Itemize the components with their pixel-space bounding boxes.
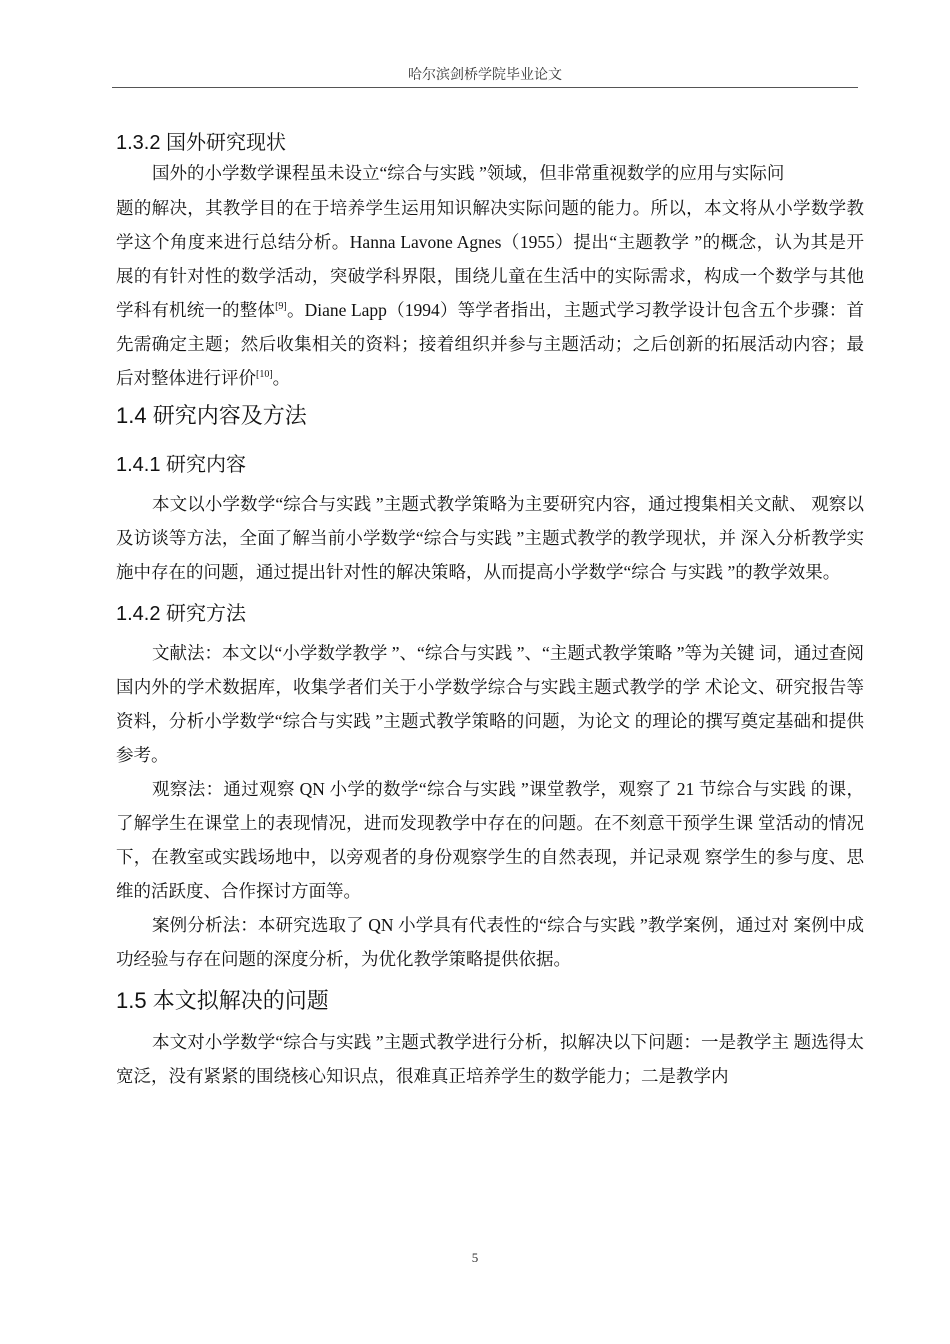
para2-text-c: 。 (272, 368, 291, 388)
section-1-4-1-heading: 1.4.1 研究内容 (116, 454, 247, 476)
header-rule (112, 87, 858, 88)
page-body (116, 100, 864, 1093)
section-1-5-heading: 1.5 本文拟解决的问题 (116, 988, 329, 1013)
section-1-3-2-para2 (116, 191, 864, 395)
page-header: 哈尔滨剑桥学院毕业论文 (408, 68, 562, 83)
method-case-para: 案例分析法：本研究选取了 QN 小学具有代表性的“综合与实践 ”教学案例，通过对 案例中成功经验与存在问题的深度分析，为优化教学策略提供依据。 (116, 915, 864, 969)
para2-text-a: 题的解决，其教学目的在于培养学生运用知识解决实际问题的能力。所以，本文将从小学数学教学这个角度来进行总结分析。Hanna Lavone Agnes（1955）提出“主题教学 ”的概念，认为其是开展的有针对性的数学活动，突破学科界限，围绕儿童在生活中的实际需求，构成一个数学与其他学科有机统一的整体 (116, 198, 864, 320)
section-1-3-2-para1: 国外的小学数学课程虽未设立“综合与实践 ”领域，但非常重视数学的应用与实际问 (152, 163, 785, 183)
section-1-4-2-heading: 1.4.2 研究方法 (116, 603, 247, 625)
section-1-4-heading: 1.4 研究内容及方法 (116, 403, 307, 428)
citation-9: [9] (275, 301, 287, 313)
method-literature-para: 文献法：本文以“小学数学教学 ”、“综合与实践 ”、“主题式教学策略 ”等为关键 词，通过查阅国内外的学术数据库，收集学者们关于小学数学综合与实践主题式教学的学 术论文、研究报告等资料，分析小学数学“综合与实践 ”主题式教学策略的问题，为论文 的理论的撰写奠定基础和提供参考。 (116, 643, 864, 765)
citation-10: [10] (256, 369, 273, 381)
section-1-4-1-para: 本文以小学数学“综合与实践 ”主题式教学策略为主要研究内容，通过搜集相关文献、 观察以及访谈等方法，全面了解当前小学数学“综合与实践 ”主题式教学的教学现状，并 深入分析教学实施中存在的问题，通过提出针对性的解决策略，从而提高小学数学“综合 与实践 ”的教学效果。 (116, 494, 864, 582)
section-1-5-para: 本文对小学数学“综合与实践 ”主题式教学进行分析，拟解决以下问题：一是教学主 题选得太宽泛，没有紧紧的围绕核心知识点，很难真正培养学生的数学能力；二是教学内 (116, 1032, 864, 1086)
para2-text-b: 。Diane Lapp（1994）等学者指出，主题式学习教学设计包含五个步骤：首先需确定主题；然后收集相关的资料；接着组织并参与主题活动；之后创新的拓展活动内容；最后对整体进行评价 (116, 300, 864, 388)
method-observation-para: 观察法：通过观察 QN 小学的数学“综合与实践 ”课堂教学，观察了 21 节综合与实践 的课，了解学生在课堂上的表现情况，进而发现教学中存在的问题。在不刻意干预学生课 堂活动的情况下，在教室或实践场地中，以旁观者的身份观察学生的自然表现，并记录观 察学生的参与度、思维的活跃度、合作探讨方面等。 (116, 779, 864, 901)
section-1-3-2-heading: 1.3.2 国外研究现状 (116, 132, 287, 154)
page-number: 5 (471, 1250, 479, 1265)
